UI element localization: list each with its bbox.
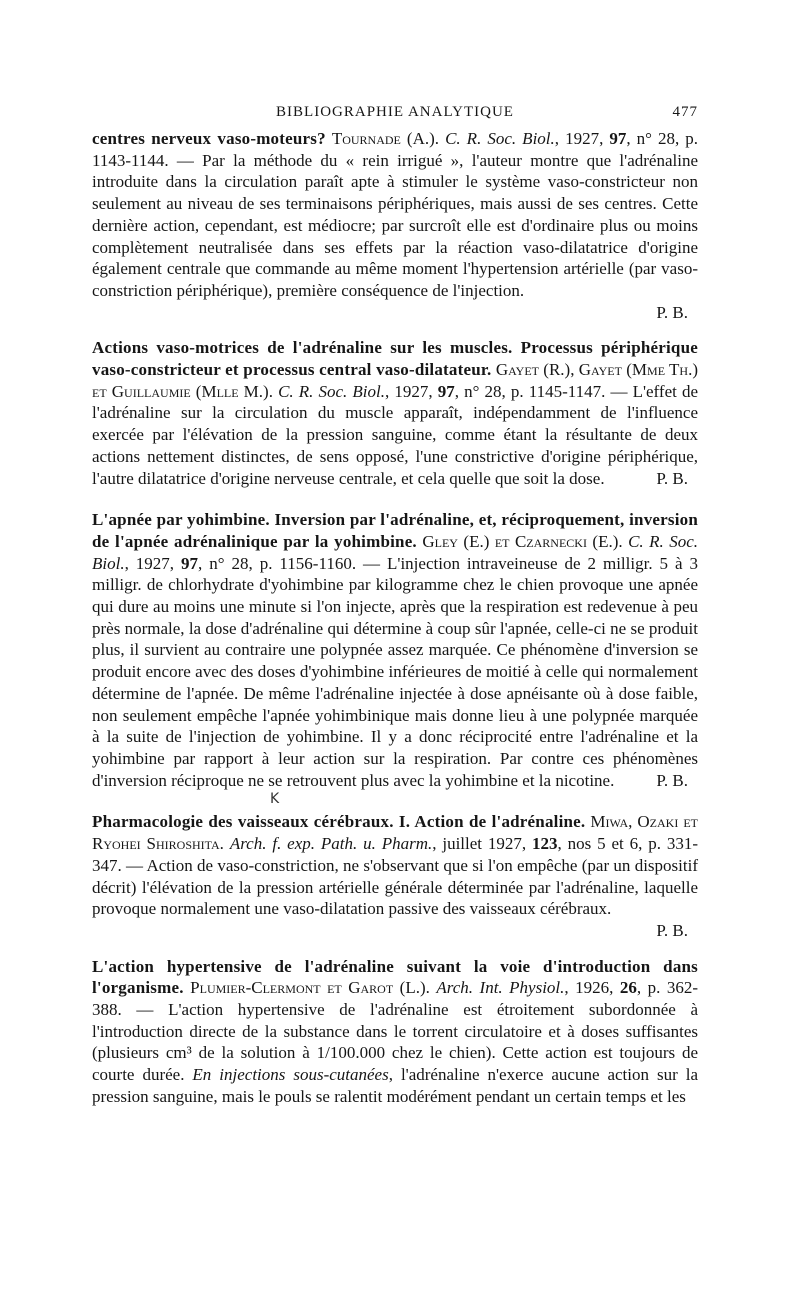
entry-volume: 97	[181, 553, 199, 573]
entry-signature: P. B.	[656, 770, 688, 790]
running-title: BIBLIOGRAPHIE ANALYTIQUE	[276, 104, 514, 120]
entry-citation: , juillet 1927,	[432, 834, 533, 854]
entry-citation: , 1927,	[124, 553, 182, 573]
entry-citation: , 1927,	[554, 129, 610, 148]
entry-journal: C. R. Soc. Biol.	[445, 129, 555, 148]
entry-title: L'apnée par yohimbine. Inversion par l'adrénaline, et, réciproquement, inversion de l'apnée adrénalinique par la yohimbine.	[92, 510, 698, 551]
entry-issue-pages: , p. 362-388. —	[92, 978, 699, 1020]
bibliography-entry	[92, 337, 698, 489]
entry-issue-pages: , n° 28, p. 1143-1144. —	[92, 129, 699, 170]
entry-authors: Gley (E.) et Czarnecki (E.).	[422, 531, 623, 551]
entry-citation: , 1926,	[564, 978, 620, 998]
entry-journal: C. R. Soc. Biol.	[278, 381, 385, 401]
entry-body: , l'adrénaline n'exerce aucune action sur la pression sanguine, mais le pouls se ralentit modérément pendant un certain temps et les	[92, 1065, 698, 1106]
entry-issue-pages: , n° 28, p. 1145-1147. —	[454, 381, 633, 401]
entry-signature: P. B.	[656, 302, 688, 322]
entry-body: L'injection intraveineuse de 2 milligr. 5 à 3 milligr. de chlorhydrate d'yohimbine par kilogramme chez le chien provoque une apnée qui dure au moins une minute si l'on injecte, après que la respiration est redevenue à peu près normale, la dose d'adrénaline qui détermine à coup sûr l'apnée, celle-ci ne se produit plus, il survient au contraire une polypnée assez marquée. Ce phénomène d'inversion se produit encore avec des doses d'yohimbine inférieures de moitié à celle qui normalement détermine de l'apnée. De même l'adrénaline injectée à dose apnéisante où à dose faible, non seulement empêche l'apnée yohimbinique mais donne lieu à une polypnée marquée à la suite de l'injection de yohimbine. Il y a donc réciprocité entre l'adrénaline et la yohimbine par rapport à leur action sur la respiration. Par contre ces phénomènes d'inversion réciproque ne se retrouvent plus avec la yohimbine et la nicotine.	[92, 553, 698, 790]
entry-citation: , 1927,	[385, 381, 438, 401]
entry-journal: C. R. Soc. Biol.	[92, 531, 699, 573]
entry-signature: P. B.	[656, 920, 688, 940]
entry-title: Actions vaso-motrices de l'adrénaline sur les muscles. Processus périphérique vaso-constricteur et processus central vaso-dilatateur.	[92, 338, 698, 380]
entry-issue-pages: , nos 5 et 6, p. 331-347. —	[92, 834, 698, 875]
entry-body-emphasis: En injections sous-cutanées	[192, 1065, 389, 1085]
bibliography-entry	[92, 791, 698, 941]
entry-body: L'effet de l'adrénaline sur la circulation du muscle apparaît, indépendamment de l'influence exercée par l'élévation de la pression sanguine, comme étant la résultante de deux actions nettement distinctes, de sens opposé, l'une constrictive d'origine périphérique, l'autre dilatatrice d'origine nerveuse centrale, et cela quelle que soit la dose.	[92, 381, 698, 488]
running-head	[92, 104, 698, 126]
entry-title: Pharmacologie des vaisseaux cérébraux. I. Action de l'adrénaline.	[92, 812, 586, 832]
bibliography-entry	[92, 956, 698, 1108]
entry-authors: Gayet (R.), Gayet (Mme Th.) et Guillaumie (Mlle M.).	[92, 360, 698, 401]
entry-title: centres nerveux vaso-moteurs?	[92, 129, 326, 148]
entry-authors: Miwa, Ozaki et Ryohei Shiroshita.	[92, 812, 698, 854]
entry-issue-pages: , n° 28, p. 1156-1160. —	[198, 553, 388, 573]
entry-authors: Plumier-Clermont et Garot (L.).	[190, 978, 430, 998]
entry-volume: 97	[437, 381, 455, 401]
entry-title: L'action hypertensive de l'adrénaline suivant la voie d'introduction dans l'organisme.	[92, 956, 698, 998]
entry-volume: 123	[532, 834, 558, 854]
bibliography-entry	[92, 509, 698, 791]
entry-body: L'action hypertensive de l'adrénaline est étroitement subordonnée à l'introduction directe de la substance dans le torrent circulatoire et à doses suffisantes (plusieurs cm³ de la solution à 1/100.000 chez le chien). Cette action est toujours de courte durée.	[92, 1000, 698, 1085]
entry-body: Par la méthode du « rein irrigué », l'auteur montre que l'adrénaline introduite dans la circulation paraît apte à stimuler le système vaso-constricteur non seulement au niveau de ses terminaisons périphériques, mais aussi de ses centres. Cette dernière action, cependant, est médiocre; par surcroît elle est d'ordinaire plus ou moins complètement neutralisée dans ses effets par la réaction vaso-dilatatrice d'origine également centrale que commande au même moment l'hypertension artérielle (par vaso-constriction périphérique), première conséquence de l'injection.	[92, 150, 698, 300]
entry-authors: Tournade (A.).	[331, 129, 440, 148]
page-number: 477	[672, 104, 698, 120]
entry-volume: 97	[609, 129, 627, 148]
bibliography-entry	[92, 128, 698, 323]
bibliography-entries	[92, 128, 698, 1108]
entry-body: Action de vaso-constriction, ne s'observant que si l'on empêche (par un dispositif décrit) l'élévation de la pression artérielle générale déterminée par l'adrénaline, laquelle provoque normalement une vaso-dilatation passive des vaisseaux cérébraux.	[92, 855, 698, 919]
entry-signature: P. B.	[656, 468, 688, 488]
entry-volume: 26	[619, 978, 637, 998]
margin-mark: K	[270, 791, 280, 808]
entry-journal: Arch. Int. Physiol.	[436, 978, 565, 998]
entry-journal: Arch. f. exp. Path. u. Pharm.	[229, 834, 433, 854]
